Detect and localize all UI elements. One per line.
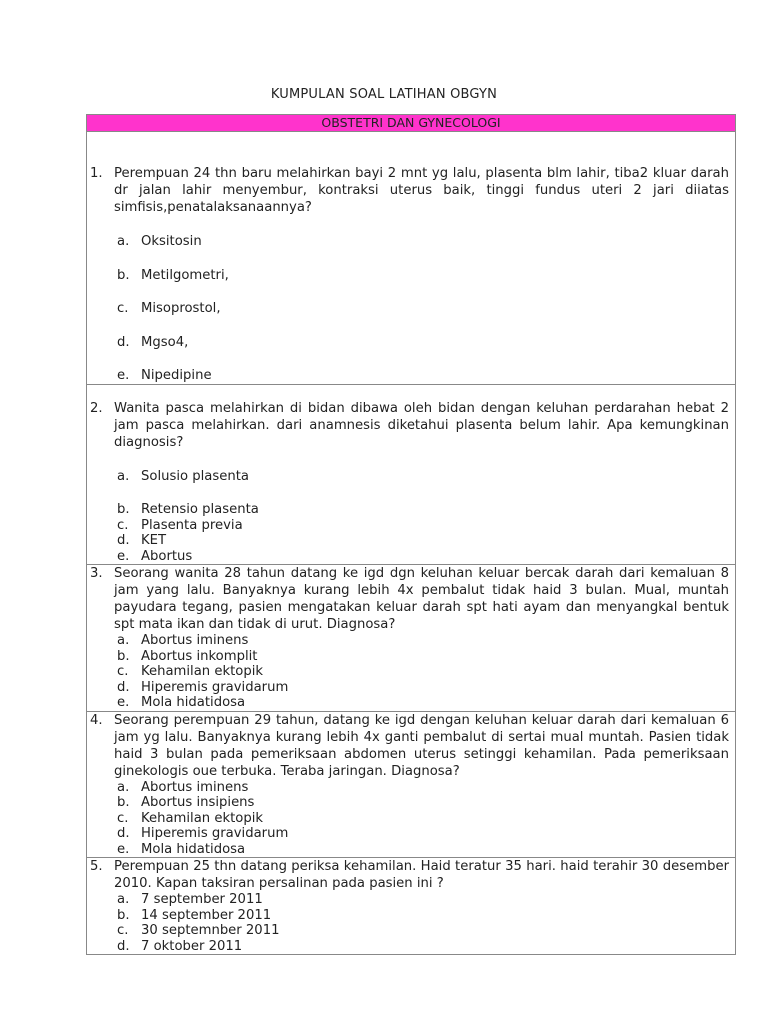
question-stem: [90, 165, 729, 216]
option-d: d. Mgso4,: [117, 334, 189, 350]
question-text: Seorang perempuan 29 tahun, datang ke igd dengan keluhan keluar darah dari kemaluan 6 jam yg lalu. Banyaknya kurang lebih 4x ganti pembalut di sertai mual muntah. Pasien tidak haid 3 bulan pada pemeriksaan abdomen uterus setinggi kehamilan. Pada pemeriksaan ginekologis oue terbuka. Teraba jaringan. Diagnosa?: [114, 712, 729, 779]
question-number: 5.: [90, 859, 103, 874]
section-header: OBSTETRI DAN GYNECOLOGI: [87, 115, 736, 132]
option-list: [87, 469, 735, 565]
page-title: KUMPULAN SOAL LATIHAN OBGYN: [270, 87, 498, 102]
option-list: [87, 780, 735, 858]
question-stem: [90, 858, 729, 892]
question-cell-1: [87, 132, 736, 385]
option-list: [87, 234, 735, 384]
option-b: b. Abortus inkomplit: [117, 648, 258, 664]
question-table: [86, 114, 736, 955]
option-a: a. 7 september 2011: [117, 892, 263, 907]
question-number: 4.: [90, 712, 103, 728]
question-stem: [90, 565, 729, 633]
option-e: e. Mola hidatidosa: [117, 695, 246, 710]
option-e: e. Mola hidatidosa: [117, 841, 246, 857]
question-number: 1.: [90, 166, 103, 181]
question-text: Wanita pasca melahirkan di bidan dibawa oleh bidan dengan keluhan perdarahan hebat 2 jam pasca melahirkan. dari anamnesis diketahui plasenta belum lahir. Apa kemungkinan diagnosis?: [114, 400, 729, 450]
question-text: Perempuan 25 thn datang periksa kehamilan. Haid teratur 35 hari. haid terahir 30 desember 2010. Kapan taksiran persalinan pada pasien ini ?: [114, 859, 729, 891]
option-b: b. Metilgometri,: [117, 267, 229, 283]
option-a: a. Solusio plasenta: [117, 468, 249, 484]
question-stem: [90, 712, 729, 780]
question-cell-3: [87, 565, 736, 712]
option-d: d. KET: [117, 533, 167, 548]
question-text: Perempuan 24 thn baru melahirkan bayi 2 mnt yg lalu, plasenta blm lahir, tiba2 kluar darah dr jalan lahir menyembur, kontraksi uterus baik, tinggi fundus uteri 2 jari diiatas simfisis,penatalaksanaannya?: [114, 166, 729, 215]
option-d: d. Hiperemis gravidarum: [117, 679, 289, 695]
option-b: b. 14 september 2011: [117, 907, 272, 923]
question-number: 3.: [90, 566, 103, 581]
option-a: a. Oksitosin: [117, 234, 202, 249]
option-e: e. Abortus: [117, 548, 193, 564]
option-c: c. 30 septemnber 2011: [117, 923, 280, 938]
option-list: [87, 892, 735, 954]
question-number: 2.: [90, 400, 103, 416]
option-a: a. Abortus iminens: [117, 633, 249, 648]
option-b: b. Abortus insipiens: [117, 795, 255, 810]
question-stem: [90, 400, 729, 451]
option-e: e. Nipedipine: [117, 368, 212, 383]
question-text: Seorang wanita 28 tahun datang ke igd dgn keluhan keluar bercak darah dari kemaluan 8 jam yang lalu. Banyaknya kurang lebih 4x pembalut tidak haid 3 bulan. Mual, muntah payudara tegang, pasien mengatakan keluar darah spt hati ayam dan menyangkal bentuk spt mata ikan dan tidak di urut. Diagnosa?: [114, 566, 729, 632]
option-d: d. Hiperemis gravidarum: [117, 826, 289, 841]
question-cell-4: [87, 711, 736, 858]
option-c: c. Kehamilan ektopik: [117, 810, 264, 826]
option-c: c. Misoprostol,: [117, 301, 221, 316]
option-c: c. Plasenta previa: [117, 517, 243, 533]
option-c: c. Kehamilan ektopik: [117, 664, 264, 679]
option-d: d. 7 oktober 2011: [117, 938, 243, 954]
option-a: a. Abortus iminens: [117, 779, 249, 795]
question-cell-2: [87, 384, 736, 565]
option-b: b. Retensio plasenta: [117, 502, 259, 517]
option-list: [87, 633, 735, 711]
question-cell-5: [87, 858, 736, 955]
